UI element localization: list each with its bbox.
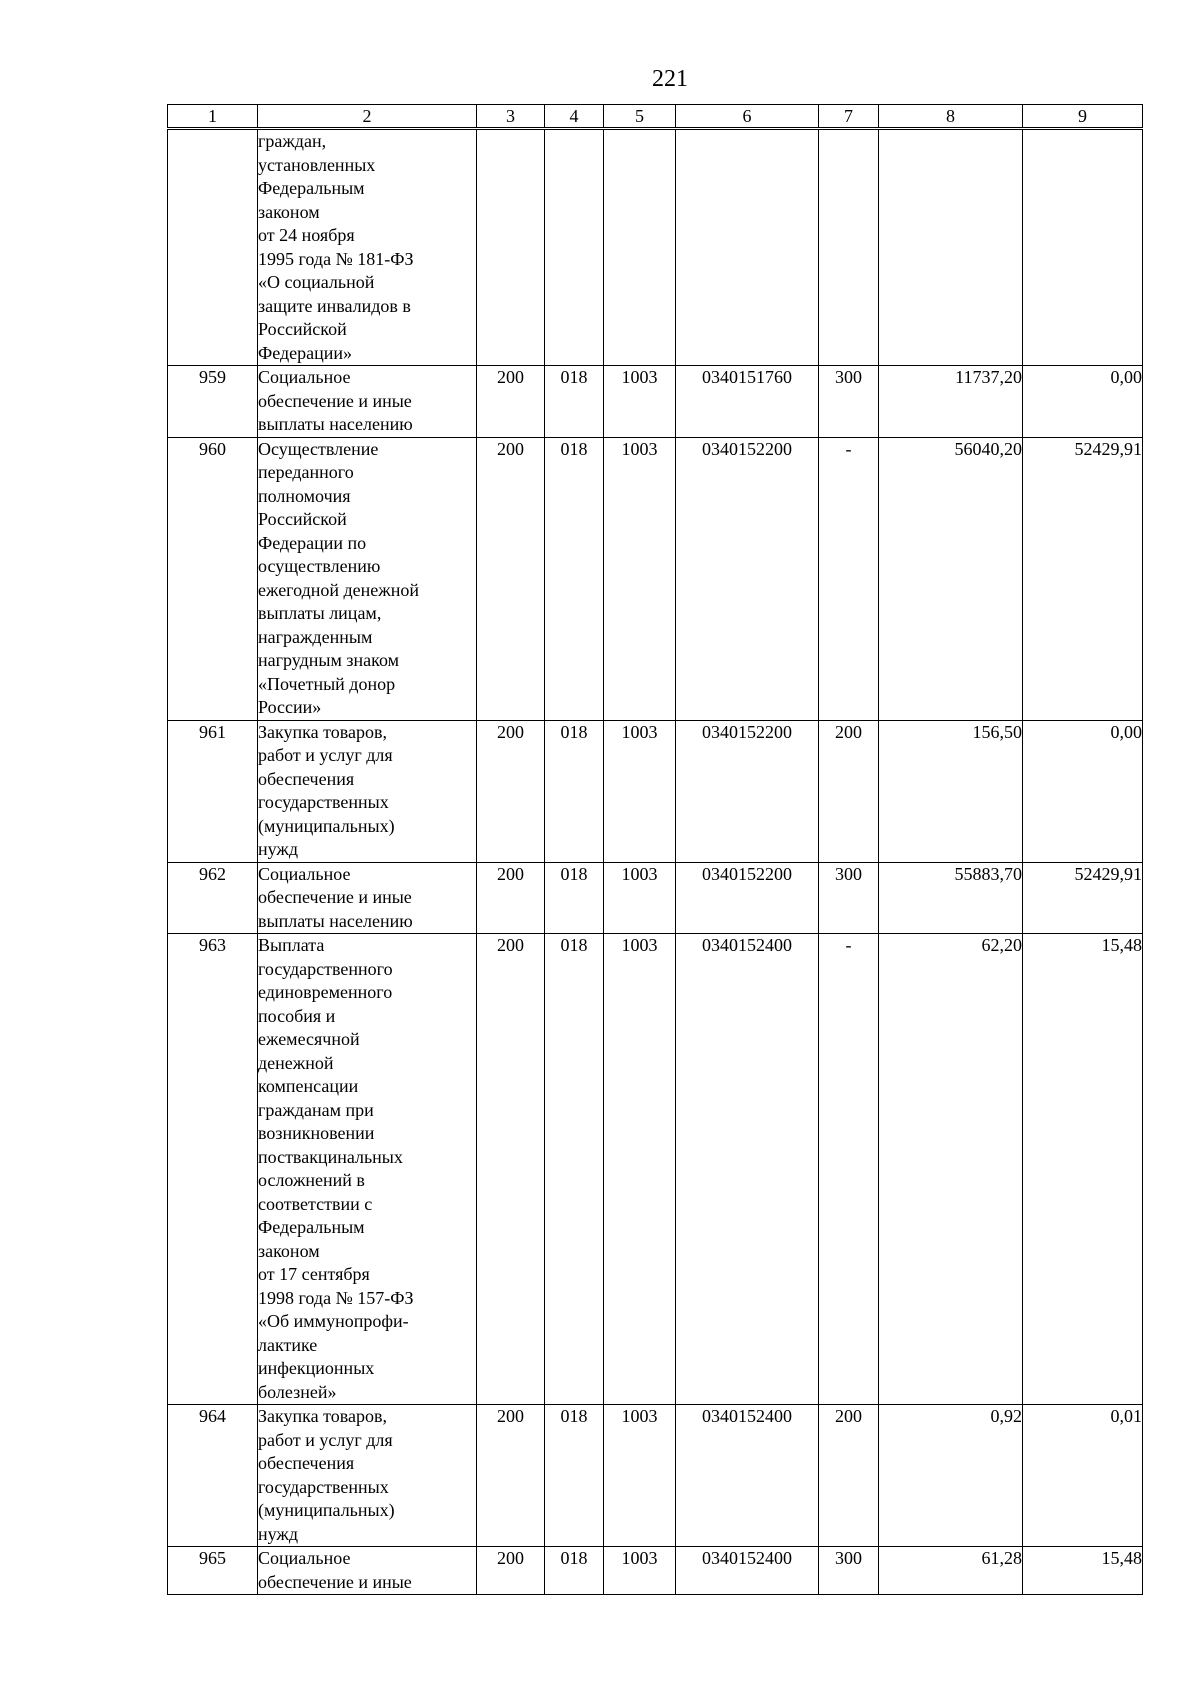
cell-col5: 1003 xyxy=(604,1547,676,1595)
col-header: 1 xyxy=(168,105,258,129)
table-row xyxy=(168,437,1143,720)
table-row xyxy=(168,129,1143,366)
cell-col8: 55883,70 xyxy=(879,862,1023,934)
cell-col3: 200 xyxy=(477,1547,545,1595)
cell-col8: 11737,20 xyxy=(879,366,1023,438)
row-number: 963 xyxy=(168,934,258,1405)
col-header: 6 xyxy=(676,105,819,129)
cell-col5: 1003 xyxy=(604,720,676,862)
cell-col4: 018 xyxy=(545,1405,604,1547)
cell-col6: 0340152200 xyxy=(676,437,819,720)
row-number: 962 xyxy=(168,862,258,934)
cell-col6: 0340152400 xyxy=(676,1405,819,1547)
header-row xyxy=(168,105,1143,129)
col-header: 5 xyxy=(604,105,676,129)
cell-col5 xyxy=(604,129,676,366)
cell-col8: 61,28 xyxy=(879,1547,1023,1595)
cell-col4: 018 xyxy=(545,1547,604,1595)
col-header: 9 xyxy=(1023,105,1143,129)
budget-table xyxy=(167,104,1143,1595)
col-header: 4 xyxy=(545,105,604,129)
row-name: Осуществление переданного полномочия Российской Федерации по осуществлению ежегодной денежной выплаты лицам, награжденным нагрудным знаком «Почетный донор России» xyxy=(258,437,477,720)
cell-col9: 15,48 xyxy=(1023,934,1143,1405)
table-row xyxy=(168,934,1143,1405)
col-header: 8 xyxy=(879,105,1023,129)
row-name: Социальное обеспечение и иные выплаты населению xyxy=(258,366,477,438)
cell-col7 xyxy=(819,129,879,366)
cell-col9: 0,00 xyxy=(1023,366,1143,438)
cell-col8: 56040,20 xyxy=(879,437,1023,720)
cell-col4 xyxy=(545,129,604,366)
cell-col8: 156,50 xyxy=(879,720,1023,862)
row-name: Закупка товаров, работ и услуг для обеспечения государственных (муниципальных) нужд xyxy=(258,1405,477,1547)
row-name: Выплата государственного единовременного пособия и ежемесячной денежной компенсации гражданам при возникновении поствакцинальных осложнений в соответствии с Федеральным законом от 17 сентября 1998 года № 157-ФЗ «Об иммунопрофи- лактике инфекционных болезней» xyxy=(258,934,477,1405)
cell-col3 xyxy=(477,129,545,366)
cell-col6: 0340152400 xyxy=(676,934,819,1405)
row-number: 964 xyxy=(168,1405,258,1547)
cell-col5: 1003 xyxy=(604,437,676,720)
cell-col9: 52429,91 xyxy=(1023,437,1143,720)
cell-col4: 018 xyxy=(545,366,604,438)
cell-col4: 018 xyxy=(545,437,604,720)
row-name: граждан, установленных Федеральным законом от 24 ноября 1995 года № 181-ФЗ «О социальной защите инвалидов в Российской Федерации» xyxy=(258,129,477,366)
col-header: 2 xyxy=(258,105,477,129)
row-number: 960 xyxy=(168,437,258,720)
cell-col3: 200 xyxy=(477,934,545,1405)
cell-col3: 200 xyxy=(477,862,545,934)
cell-col5: 1003 xyxy=(604,366,676,438)
cell-col7: 200 xyxy=(819,720,879,862)
cell-col8: 0,92 xyxy=(879,1405,1023,1547)
table-row xyxy=(168,862,1143,934)
table-row xyxy=(168,1547,1143,1595)
cell-col5: 1003 xyxy=(604,934,676,1405)
row-name: Социальное обеспечение и иные выплаты населению xyxy=(258,862,477,934)
cell-col6 xyxy=(676,129,819,366)
cell-col4: 018 xyxy=(545,862,604,934)
cell-col9: 0,00 xyxy=(1023,720,1143,862)
cell-col7: 300 xyxy=(819,862,879,934)
cell-col7: 200 xyxy=(819,1405,879,1547)
cell-col9: 0,01 xyxy=(1023,1405,1143,1547)
row-name: Социальное обеспечение и иные xyxy=(258,1547,477,1595)
col-header: 3 xyxy=(477,105,545,129)
cell-col6: 0340151760 xyxy=(676,366,819,438)
cell-col7: - xyxy=(819,934,879,1405)
cell-col3: 200 xyxy=(477,437,545,720)
cell-col7: 300 xyxy=(819,366,879,438)
cell-col8 xyxy=(879,129,1023,366)
cell-col3: 200 xyxy=(477,366,545,438)
cell-col5: 1003 xyxy=(604,862,676,934)
row-number xyxy=(168,129,258,366)
cell-col3: 200 xyxy=(477,1405,545,1547)
cell-col7: - xyxy=(819,437,879,720)
cell-col3: 200 xyxy=(477,720,545,862)
cell-col8: 62,20 xyxy=(879,934,1023,1405)
cell-col9: 15,48 xyxy=(1023,1547,1143,1595)
table-row xyxy=(168,720,1143,862)
cell-col6: 0340152200 xyxy=(676,862,819,934)
table-row xyxy=(168,1405,1143,1547)
row-number: 961 xyxy=(168,720,258,862)
page-number: 221 xyxy=(652,66,688,92)
row-name: Закупка товаров, работ и услуг для обеспечения государственных (муниципальных) нужд xyxy=(258,720,477,862)
cell-col9: 52429,91 xyxy=(1023,862,1143,934)
table-row xyxy=(168,366,1143,438)
cell-col9 xyxy=(1023,129,1143,366)
cell-col7: 300 xyxy=(819,1547,879,1595)
col-header: 7 xyxy=(819,105,879,129)
row-number: 965 xyxy=(168,1547,258,1595)
cell-col5: 1003 xyxy=(604,1405,676,1547)
cell-col6: 0340152400 xyxy=(676,1547,819,1595)
cell-col6: 0340152200 xyxy=(676,720,819,862)
cell-col4: 018 xyxy=(545,934,604,1405)
cell-col4: 018 xyxy=(545,720,604,862)
row-number: 959 xyxy=(168,366,258,438)
